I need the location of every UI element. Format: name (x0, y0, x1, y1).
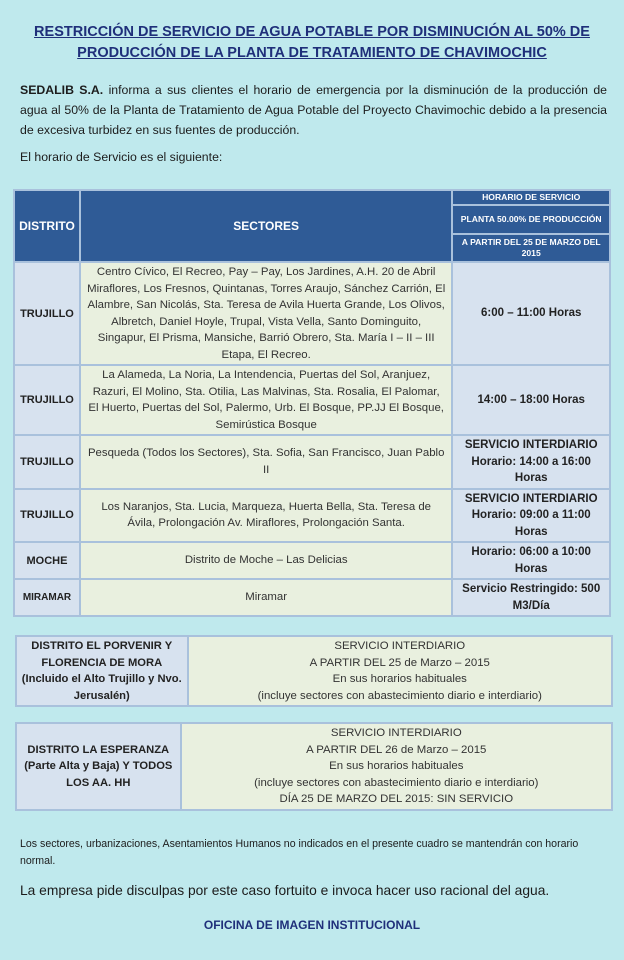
row-sectores: La Alameda, La Noria, La Intendencia, Puertas del Sol, Aranjuez, Razuri, El Molino, Sta. Otilia, Las Malvinas, Sta. Rosalia, El Palomar, El Huerto, Puertas del Sol, Palermo, Urb. El Bosque, PP.JJ El Bosque, Semirústica Bosque (80, 365, 452, 435)
row-horario: Horario: 06:00 a 10:00 Horas (452, 542, 610, 579)
porvenir-box (15, 635, 613, 707)
row-distrito: MOCHE (14, 542, 80, 579)
row-distrito: MIRAMAR (14, 579, 80, 616)
table-row (14, 489, 610, 543)
porvenir-details (188, 636, 612, 706)
header-horario: HORARIO DE SERVICIO (452, 190, 610, 205)
row-distrito: TRUJILLO (14, 435, 80, 489)
apology-text: La empresa pide disculpas por este caso fortuito e invoca hacer uso racional del agua. (20, 883, 550, 898)
detail-line: (incluye sectores con abastecimiento diario e interdiario) (254, 776, 539, 789)
detail-line: SERVICIO INTERDIARIO (334, 640, 466, 652)
row-horario: 14:00 – 18:00 Horas (452, 365, 610, 435)
table-row (14, 579, 610, 616)
office-signature: OFICINA DE IMAGEN INSTITUCIONAL (203, 918, 421, 932)
row-sectores: Miramar (80, 579, 452, 616)
table-row (14, 262, 610, 365)
row-horario: Servicio Restringido: 500 M3/Día (452, 579, 610, 616)
title-line-2: PRODUCCIÓN DE LA PLANTA DE TRATAMIENTO DE CHAVIMOCHIC (77, 45, 547, 61)
row-distrito: TRUJILLO (14, 262, 80, 365)
row-sectores: Los Naranjos, Sta. Lucia, Marqueza, Huerta Bella, Sta. Teresa de Ávila, Prolongación Av. Miraflores, Prolongación Santa. (80, 489, 452, 543)
row-horario: SERVICIO INTERDIARIO Horario: 09:00 a 11:00 Horas (452, 489, 610, 543)
schedule-table (13, 189, 611, 617)
detail-line: SERVICIO INTERDIARIO (330, 727, 462, 739)
detail-line: A PARTIR DEL 26 de Marzo – 2015 (306, 743, 487, 756)
intro-paragraph (20, 80, 607, 140)
detail-line: A PARTIR DEL 25 de Marzo – 2015 (309, 656, 490, 669)
esperanza-district: DISTRITO LA ESPERANZA (Parte Alta y Baja) Y TODOS LOS AA. HH (16, 723, 181, 810)
schedule-lead: El horario de Servicio es el siguiente: (20, 150, 223, 164)
detail-line: DÍA 25 DE MARZO DEL 2015: SIN SERVICIO (279, 793, 514, 805)
porvenir-district: DISTRITO EL PORVENIR Y FLORENCIA DE MORA (Incluido el Alto Trujillo y Nvo. Jerusalén) (16, 636, 188, 706)
header-planta: PLANTA 50.00% DE PRODUCCIÓN (452, 205, 610, 234)
table-row (14, 365, 610, 435)
row-sectores: Distrito de Moche – Las Delicias (80, 542, 452, 579)
esperanza-box (15, 722, 613, 811)
title-line-1: RESTRICCIÓN DE SERVICIO DE AGUA POTABLE POR DISMINUCIÓN AL 50% DE (34, 24, 590, 40)
header-distrito: DISTRITO (14, 190, 80, 262)
document-title (20, 22, 604, 64)
header-sectores: SECTORES (80, 190, 452, 262)
header-fecha: A PARTIR DEL 25 DE MARZO DEL 2015 (452, 234, 610, 262)
detail-line: (incluye sectores con abastecimiento diario e interdiario) (257, 689, 542, 702)
table-row (14, 542, 610, 579)
detail-line: En sus horarios habituales (332, 673, 467, 685)
company-name: SEDALIB S.A. (20, 83, 104, 97)
detail-line: En sus horarios habituales (329, 760, 464, 772)
row-horario: SERVICIO INTERDIARIO Horario: 14:00 a 16:00 Horas (452, 435, 610, 489)
row-sectores: Centro Cívico, El Recreo, Pay – Pay, Los Jardines, A.H. 20 de Abril Miraflores, Los Fresnos, Quintanas, Torres Araujo, Sánchez Carrión, El Alambre, San Nicolás, Sta. Teresa de Avila Huerta Grande, Los Olivos, Albretch, Daniel Hoyle, Trupal, Vista Vella, Santo Dominguito, Singapur, El Prisma, Mansiche, Barrió Obrero, Sta. María I – II – III Etapa, El Recreo. (80, 262, 452, 365)
row-distrito: TRUJILLO (14, 489, 80, 543)
row-distrito: TRUJILLO (14, 365, 80, 435)
intro-text: informa a sus clientes el horario de emergencia por la disminución de la producción de agua al 50% de la Planta de Tratamiento de Agua Potable del Proyecto Chavimochic debido a la presencia de excesiva turbidez en sus fuentes de producción. (20, 83, 608, 137)
footnote: Los sectores, urbanizaciones, Asentamientos Humanos no indicados en el presente cuadro se mantendrán con horario normal. (20, 838, 579, 867)
row-horario: 6:00 – 11:00 Horas (452, 262, 610, 365)
row-sectores: Pesqueda (Todos los Sectores), Sta. Sofia, San Francisco, Juan Pablo II (80, 435, 452, 489)
table-row (14, 435, 610, 489)
esperanza-details (181, 723, 612, 810)
